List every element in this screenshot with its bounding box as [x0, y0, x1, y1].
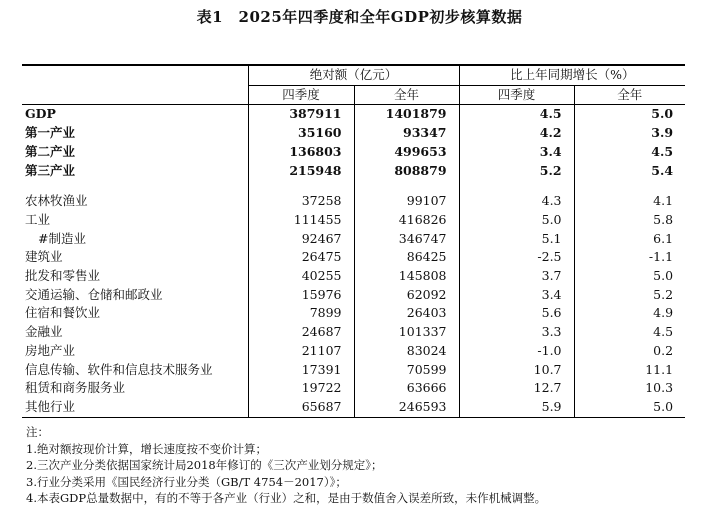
header-empty-cell: [22, 85, 248, 105]
year-growth-cell: 5.0: [574, 105, 685, 124]
q4-abs-cell: 21107: [248, 342, 354, 361]
table-row: [22, 304, 685, 323]
row-label: 工业: [25, 211, 51, 227]
table-row: [22, 286, 685, 305]
table-row: [22, 105, 685, 124]
row-label: 金融业: [25, 324, 63, 340]
q4-abs-cell: 15976: [248, 286, 354, 305]
table-row: [22, 230, 685, 249]
q4-growth-cell: 3.3: [459, 323, 574, 342]
footnote-2: 2.三次产业分类依据国家统计局2018年修订的《三次产业划分规定》；: [26, 458, 383, 472]
year-abs-cell: 246593: [354, 398, 459, 417]
q4-abs-cell: 37258: [248, 192, 354, 211]
year-growth-cell: 5.4: [574, 162, 685, 181]
year-abs-cell: 99107: [354, 192, 459, 211]
spacer-cell: [354, 180, 459, 192]
q4-abs-cell: 35160: [248, 124, 354, 143]
year-growth-cell: 10.3: [574, 379, 685, 398]
table-row: [22, 162, 685, 181]
footnote-heading: 注：: [26, 425, 49, 439]
year-abs-cell: 499653: [354, 143, 459, 162]
year-abs-cell: 93347: [354, 124, 459, 143]
year-growth-cell: -1.1: [574, 248, 685, 267]
row-label: 住宿和餐饮业: [25, 305, 101, 321]
year-growth-cell: 4.1: [574, 192, 685, 211]
row-label: 建筑业: [25, 249, 63, 265]
table-row: [22, 192, 685, 211]
q4-abs-cell: 136803: [248, 143, 354, 162]
q4-abs-cell: 92467: [248, 230, 354, 249]
year-abs-cell: 70599: [354, 361, 459, 380]
table-title: 表1 2025年四季度和全年GDP初步核算数据: [196, 8, 523, 26]
row-label: 第三产业: [25, 162, 76, 178]
table-row: [22, 361, 685, 380]
q4-abs-cell: 24687: [248, 323, 354, 342]
q4-abs-cell: 40255: [248, 267, 354, 286]
q4-abs-cell: 7899: [248, 304, 354, 323]
q4-growth-cell: 10.7: [459, 361, 574, 380]
q4-abs-cell: 387911: [248, 105, 354, 124]
row-label: 其他行业: [22, 398, 248, 417]
header-row-periods: [22, 85, 685, 105]
q4-growth-cell: 12.7: [459, 379, 574, 398]
year-growth-cell: 0.2: [574, 342, 685, 361]
q4-abs-cell: 19722: [248, 379, 354, 398]
row-label: 第一产业: [25, 125, 76, 141]
table-row: [22, 267, 685, 286]
q4-growth-cell: 3.7: [459, 267, 574, 286]
q4-growth-cell: 3.4: [459, 286, 574, 305]
table-row: [22, 124, 685, 143]
year-abs-cell: 346747: [354, 230, 459, 249]
footnotes: [26, 424, 546, 507]
year-abs-cell: 416826: [354, 211, 459, 230]
row-label: 交通运输、仓储和邮政业: [25, 286, 163, 302]
q4-growth-cell: 4.5: [459, 105, 574, 124]
spacer-cell: [248, 180, 354, 192]
spacer-cell: [22, 180, 248, 192]
q4-growth-cell: -1.0: [459, 342, 574, 361]
year-abs-cell: 1401879: [354, 105, 459, 124]
header-growth-rate: 比上年同期增长（%）: [459, 65, 685, 85]
table-row: [22, 379, 685, 398]
spacer-row: [22, 180, 685, 192]
q4-abs-cell: 26475: [248, 248, 354, 267]
year-abs-cell: 63666: [354, 379, 459, 398]
footnote-4: 4.本表GDP总量数据中，有的不等于各产业（行业）之和，是由于数值舍入误差所致，未作机械调整。: [26, 491, 547, 505]
year-growth-cell: 4.9: [574, 304, 685, 323]
header-row-groups: [22, 65, 685, 85]
table-row: [22, 143, 685, 162]
q4-growth-cell: 4.2: [459, 124, 574, 143]
q4-growth-cell: 5.0: [459, 211, 574, 230]
header-year-abs: 全年: [354, 85, 459, 105]
row-label: 第二产业: [25, 143, 76, 159]
header-year-growth: 全年: [574, 85, 685, 105]
header-q4-growth: 四季度: [459, 85, 574, 105]
table-row: [22, 248, 685, 267]
q4-growth-cell: 5.2: [459, 162, 574, 181]
q4-growth-cell: 5.1: [459, 230, 574, 249]
q4-growth-cell: -2.5: [459, 248, 574, 267]
year-abs-cell: 86425: [354, 248, 459, 267]
year-growth-cell: 4.5: [574, 143, 685, 162]
q4-abs-cell: 17391: [248, 361, 354, 380]
year-growth-cell: 5.0: [574, 267, 685, 286]
year-growth-cell: 11.1: [574, 361, 685, 380]
table-row: [22, 211, 685, 230]
row-label: GDP: [25, 106, 56, 122]
q4-growth-cell: 3.4: [459, 143, 574, 162]
gdp-table: [22, 64, 685, 418]
table-row: [22, 323, 685, 342]
year-abs-cell: 62092: [354, 286, 459, 305]
q4-abs-cell: 65687: [248, 398, 354, 417]
row-label: 农林牧渔业: [25, 193, 88, 209]
footnote-3: 3.行业分类采用《国民经济行业分类（GB/T 4754－2017）》；: [26, 474, 347, 489]
footnote-1: 1.绝对额按现价计算，增长速度按不变价计算；: [26, 441, 267, 456]
row-label: #制造业: [38, 230, 86, 246]
year-growth-cell: 6.1: [574, 230, 685, 249]
year-abs-cell: 26403: [354, 304, 459, 323]
year-growth-cell: 4.5: [574, 323, 685, 342]
row-label: 房地产业: [25, 342, 76, 358]
spacer-cell: [574, 180, 685, 192]
year-growth-cell: 5.0: [574, 398, 685, 417]
q4-growth-cell: 4.3: [459, 192, 574, 211]
q4-growth-cell: 5.9: [459, 398, 574, 417]
spacer-cell: [459, 180, 574, 192]
q4-abs-cell: 215948: [248, 162, 354, 181]
year-abs-cell: 101337: [354, 323, 459, 342]
year-growth-cell: 5.2: [574, 286, 685, 305]
year-growth-cell: 3.9: [574, 124, 685, 143]
year-abs-cell: 83024: [354, 342, 459, 361]
year-growth-cell: 5.8: [574, 211, 685, 230]
header-absolute-value: 绝对额（亿元）: [248, 65, 459, 85]
header-q4-abs: 四季度: [248, 85, 354, 105]
year-abs-cell: 145808: [354, 267, 459, 286]
row-label: 批发和零售业: [25, 268, 101, 284]
q4-abs-cell: 111455: [248, 211, 354, 230]
q4-growth-cell: 5.6: [459, 304, 574, 323]
table-row: [22, 398, 685, 417]
table-row: [22, 342, 685, 361]
header-empty-cell: [22, 65, 248, 85]
year-abs-cell: 808879: [354, 162, 459, 181]
row-label: 信息传输、软件和信息技术服务业: [25, 361, 213, 377]
row-label: 租赁和商务服务业: [25, 380, 126, 396]
